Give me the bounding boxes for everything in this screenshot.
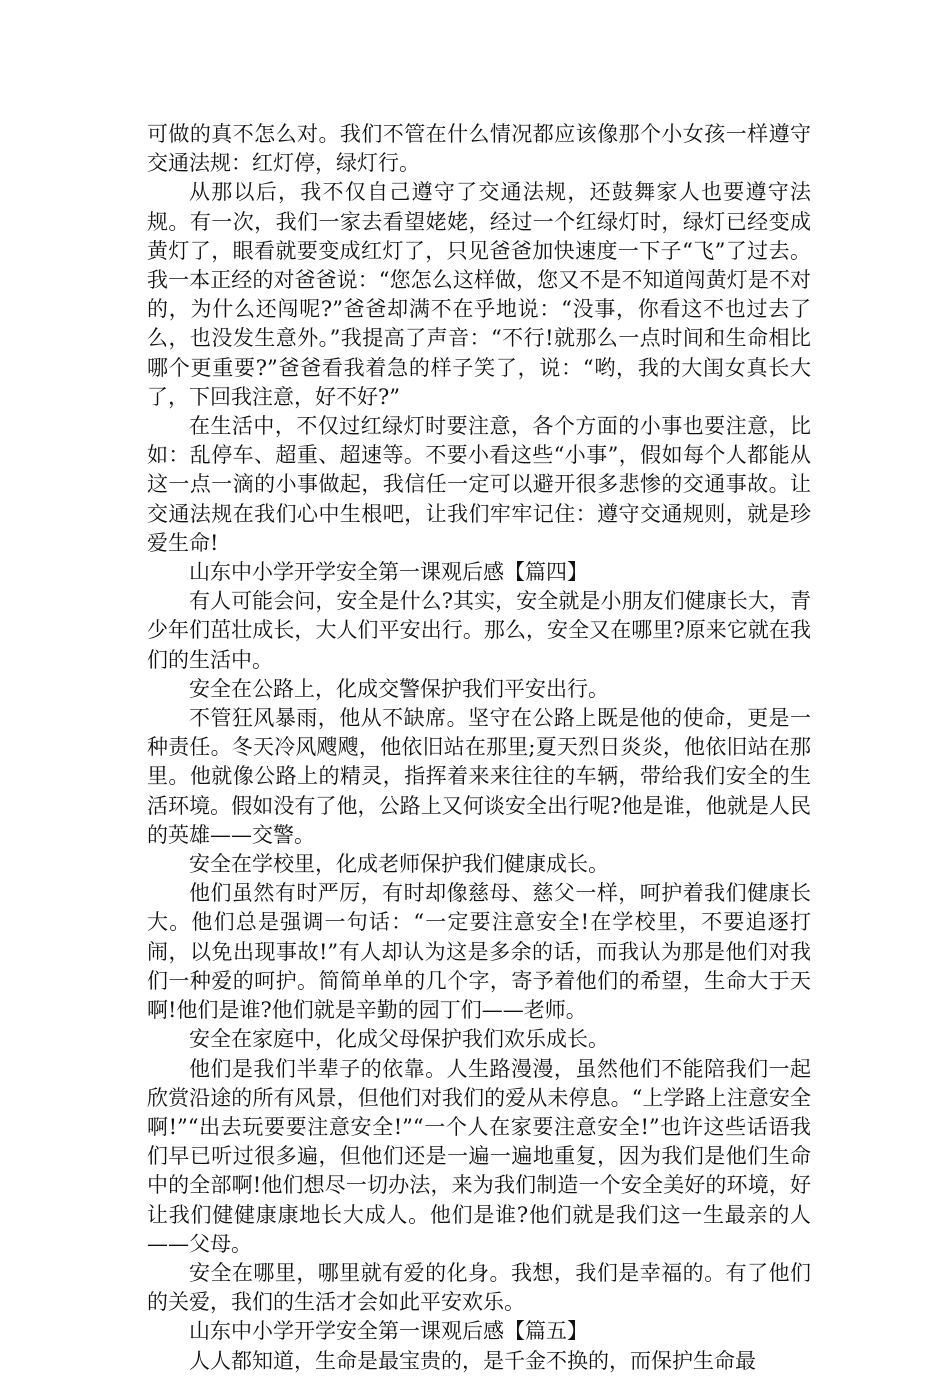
paragraph-safety-on-road: 安全在公路上，化成交警保护我们平安出行。 <box>189 676 609 701</box>
paragraph-parents: 他们是我们半辈子的依靠。人生路漫漫，虽然他们不能陪我们一起欣赏沿途的所有风景，但他们对我们的爱从未停息。“上学路上注意安全啊!”“出去玩要要注意安全!”“一个人在家要注意安全!”也许这些话语我们早已听过很多遍，但他们还是一遍一遍地重复，因为我们是他们生命中的全部啊!他们想尽一切办法，来为我们制造一个安全美好的环境，好让我们健健康康地长大成人。他们是谁?他们就是我们这一生最亲的人——父母。 <box>147 1056 811 1256</box>
paragraph-safety-at-home: 安全在家庭中，化成父母保护我们欢乐成长。 <box>189 1027 609 1052</box>
paragraph-traffic-police: 不管狂风暴雨，他从不缺席。坚守在公路上既是他的使命，更是一种责任。冬天冷风飕飕，他依旧站在那里;夏天烈日炎炎，他依旧站在那里。他就像公路上的精灵，指挥着来来往往的车辆，带给我们安全的生活环境。假如没有了他，公路上又何谈安全出行呢?他是谁，他就是人民的英雄——交警。 <box>147 706 811 847</box>
paragraph-love-embodiment: 安全在哪里，哪里就有爱的化身。我想，我们是幸福的。有了他们的关爱，我们的生活才会如此平安欢乐。 <box>147 1260 811 1315</box>
paragraph-safety-at-school: 安全在学校里，化成老师保护我们健康成长。 <box>189 852 609 877</box>
document-page <box>147 120 811 1376</box>
paragraph-what-is-safety: 有人可能会问，安全是什么?其实，安全就是小朋友们健康长大，青少年们茁壮成长，大人们平安出行。那么，安全又在哪里?原来它就在我们的生活中。 <box>147 589 811 672</box>
paragraph-traffic-story: 从那以后，我不仅自己遵守了交通法规，还鼓舞家人也要遵守法规。有一次，我们一家去看望姥姥，经过一个红绿灯时，绿灯已经变成黄灯了，眼看就要变成红灯了，只见爸爸加快速度一下子“飞”了过去。我一本正经的对爸爸说：“您怎么这样做，您又不是不知道闯黄灯是不对的，为什么还闯呢?”爸爸却满不在乎地说：“没事，你看这不也过去了么，也没发生意外。”我提高了声音：“不行!就那么一点时间和生命相比哪个更重要?”爸爸看我着急的样子笑了，说：“哟，我的大闺女真长大了，下回我注意，好不好?” <box>147 180 811 409</box>
paragraph-continuation: 可做的真不怎么对。我们不管在什么情况都应该像那个小女孩一样遵守交通法规：红灯停，绿灯行。 <box>147 122 811 176</box>
section-heading-part-four: 山东中小学开学安全第一课观后感【篇四】 <box>189 560 588 585</box>
paragraph-life-precious: 人人都知道，生命是最宝贵的，是千金不换的，而保护生命最 <box>189 1348 756 1373</box>
paragraph-small-things: 在生活中，不仅过红绿灯时要注意，各个方面的小事也要注意，比如：乱停车、超重、超速等。不要小看这些“小事”，假如每个人都能从这一点一滴的小事做起，我信任一定可以避开很多悲惨的交通事故。让交通法规在我们心中生根吧，让我们牢牢记住：遵守交通规则，就是珍爱生命! <box>147 414 811 555</box>
paragraph-teachers: 他们虽然有时严厉，有时却像慈母、慈父一样，呵护着我们健康长大。他们总是强调一句话：“一定要注意安全!在学校里，不要追逐打闹，以免出现事故!”有人却认为这是多余的话，而我认为那是他们对我们一种爱的呵护。简简单单的几个字，寄予着他们的希望，生命大于天啊!他们是谁?他们就是辛勤的园丁们——老师。 <box>147 881 811 1023</box>
section-heading-part-five: 山东中小学开学安全第一课观后感【篇五】 <box>189 1319 588 1344</box>
